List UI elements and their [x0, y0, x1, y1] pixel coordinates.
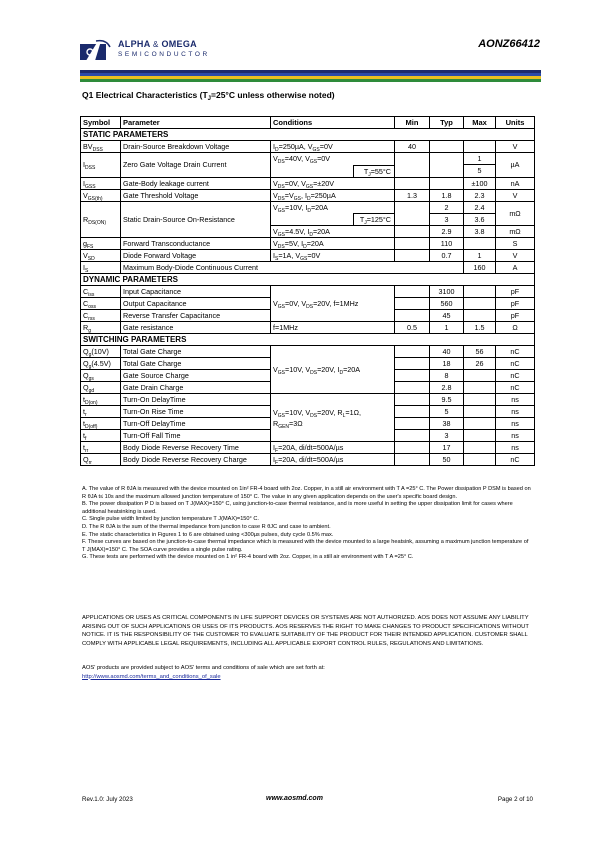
- max-cell: 1: [464, 153, 496, 165]
- symbol-cell: $Q_{gs}$: [81, 370, 121, 382]
- min-cell: [395, 298, 430, 310]
- unit-cell: µA: [496, 153, 535, 178]
- min-cell: [395, 286, 430, 298]
- parameter-cell: Input Capacitance: [121, 286, 271, 298]
- symbol-cell: $I_S$: [81, 262, 121, 274]
- section-row: [81, 334, 535, 346]
- symbol-cell: $Q_g(4.5V)$: [81, 358, 121, 370]
- unit-cell: nA: [496, 177, 535, 189]
- condition-cell: $I_S=1A$, $V_{GS}=0V$: [271, 250, 395, 262]
- symbol-cell: $R_g$: [81, 322, 121, 334]
- footnote-b: B. The power dissipation P D is based on T J(MAX)=150° C, using junction-to-case thermal resistance, and is more useful in setting the upper dissipation limit for cases where additional heatsinking is used.: [82, 501, 513, 515]
- min-cell: [395, 442, 430, 454]
- unit-cell: pF: [496, 286, 535, 298]
- max-cell: 1: [464, 250, 496, 262]
- condition-cell: $V_{DS}=5V$, $I_D=20A$: [271, 238, 395, 250]
- unit-cell: ns: [496, 406, 535, 418]
- unit-cell: nC: [496, 454, 535, 466]
- footnote-f: F. These curves are based on the junction-to-case thermal impedance which is measured with the device mounted to a large heatsink, assuming a maximum junction temperature of T J(MAX)=150° C. The SOA curve provides a single pulse rating.: [82, 539, 529, 553]
- revision-label: Rev.1.0: July 2023: [82, 796, 133, 803]
- unit-cell: V: [496, 250, 535, 262]
- table-row: [81, 286, 535, 298]
- header-cell: Units: [496, 117, 535, 129]
- typ-cell: 3100: [430, 286, 464, 298]
- max-cell: 56: [464, 346, 496, 358]
- condition-cell: $T_J=125^\circ C$: [271, 213, 395, 226]
- min-cell: [395, 418, 430, 430]
- min-cell: [395, 430, 430, 442]
- table-row: [81, 442, 535, 454]
- parameter-cell: Drain-Source Breakdown Voltage: [121, 141, 271, 153]
- condition-cell: $V_{DS}=40V$, $V_{GS}=0V$: [271, 153, 395, 165]
- max-cell: [464, 454, 496, 466]
- symbol-cell: $C_{iss}$: [81, 286, 121, 298]
- symbol-cell: $Q_{gd}$: [81, 382, 121, 394]
- unit-cell: nC: [496, 370, 535, 382]
- footnote-a: A. The value of R θJA is measured with the device mounted on 1in² FR-4 board with 2oz. Copper, in a still air environment with T A =25° C. The Power dissipation P DSM is based on R θJA t≤ 10s and the maximum allowed junction temperature of 150° C. The value in any given application depends on the user's specific board design.: [82, 486, 531, 500]
- max-cell: 26: [464, 358, 496, 370]
- min-cell: [395, 454, 430, 466]
- min-cell: 40: [395, 141, 430, 153]
- symbol-cell: $V_{SD}$: [81, 250, 121, 262]
- typ-cell: 110: [430, 238, 464, 250]
- max-cell: 160: [464, 262, 496, 274]
- parameter-cell: Gate-Body leakage current: [121, 177, 271, 189]
- typ-cell: 3: [430, 213, 464, 226]
- parameter-cell: Gate resistance: [121, 322, 271, 334]
- brand-subtitle: SEMICONDUCTOR: [118, 51, 210, 58]
- parameter-cell: Gate Drain Charge: [121, 382, 271, 394]
- typ-cell: 3: [430, 430, 464, 442]
- company-logo: [80, 37, 220, 67]
- terms-link[interactable]: http://www.aosmd.com/terms_and_conditions_of_sale: [82, 673, 221, 680]
- min-cell: [395, 238, 430, 250]
- min-cell: [395, 358, 430, 370]
- min-cell: 1.3: [395, 189, 430, 201]
- typ-cell: 17: [430, 442, 464, 454]
- max-cell: ±100: [464, 177, 496, 189]
- unit-cell: S: [496, 238, 535, 250]
- min-cell: [395, 153, 430, 178]
- parameter-cell: Total Gate Charge: [121, 358, 271, 370]
- max-cell: [464, 310, 496, 322]
- symbol-cell: $I_{GSS}$: [81, 177, 121, 189]
- condition-cell: $V_{GS}=4.5V$, $I_D=20A$: [271, 226, 395, 238]
- unit-cell: pF: [496, 310, 535, 322]
- website-label: www.aosmd.com: [266, 795, 323, 802]
- table-row: [81, 250, 535, 262]
- condition-cell: $I_F=20A$, di/dt=500A/µs: [271, 442, 395, 454]
- legal-disclaimer: APPLICATIONS OR USES AS CRITICAL COMPONENTS IN LIFE SUPPORT DEVICES OR SYSTEMS ARE NOT AUTHORIZED. AOS DOES NOT ASSUME ANY LIABILITY ARISING OUT OF SUCH APPLICATIONS OR USES OF ITS PRODUCTS. AOS RESERVES THE RIGHT TO MAKE CHANGES TO PRODUCT SPECIFICATIONS WITHOUT NOTICE. IT IS THE RESPONSIBILITY OF THE CUSTOMER TO EVALUATE SUITABILITY OF THE PRODUCT FOR THEIR INTENDED APPLICATION. CUSTOMER SHALL COMPLY WITH APPLICABLE LEGAL REQUIREMENTS, INCLUDING ALL APPLICABLE EXPORT CONTROL RULES, REGULATIONS AND LIMITATIONS.: [82, 615, 529, 647]
- table-row: [81, 394, 535, 406]
- max-cell: [464, 382, 496, 394]
- condition-cell: $V_{DS}=0V$, $V_{GS}=\pm 20V$: [271, 177, 395, 189]
- parameter-cell: Forward Transconductance: [121, 238, 271, 250]
- electrical-characteristics-table: [80, 116, 535, 466]
- unit-cell: ns: [496, 394, 535, 406]
- min-cell: [395, 382, 430, 394]
- header-cell: Min: [395, 117, 430, 129]
- symbol-cell: $g_{FS}$: [81, 238, 121, 250]
- table-row: [81, 346, 535, 358]
- unit-cell: mΩ: [496, 226, 535, 238]
- parameter-cell: Body Diode Reverse Recovery Charge: [121, 454, 271, 466]
- max-cell: [464, 286, 496, 298]
- table-row: [81, 454, 535, 466]
- header-cell: Parameter: [121, 117, 271, 129]
- header-stripes: [80, 70, 541, 82]
- min-cell: [395, 310, 430, 322]
- condition-cell: $V_{GS}=10V$, $V_{DS}=20V$, $I_D=20A$: [271, 346, 395, 394]
- header-cell: Symbol: [81, 117, 121, 129]
- condition-cell: $I_F=20A$, di/dt=500A/µs: [271, 454, 395, 466]
- min-cell: [395, 177, 430, 189]
- max-cell: 1.5: [464, 322, 496, 334]
- parameter-cell: Diode Forward Voltage: [121, 250, 271, 262]
- symbol-cell: $Q_g(10V)$: [81, 346, 121, 358]
- typ-cell: [430, 141, 464, 153]
- parameter-cell: Turn-On DelayTime: [121, 394, 271, 406]
- symbol-cell: $t_{D(on)}$: [81, 394, 121, 406]
- max-cell: 3.8: [464, 226, 496, 238]
- unit-cell: nC: [496, 358, 535, 370]
- symbol-cell: $R_{DS(ON)}$: [81, 201, 121, 238]
- symbol-cell: $Q_{rr}$: [81, 454, 121, 466]
- parameter-cell: Output Capacitance: [121, 298, 271, 310]
- typ-cell: 1: [430, 322, 464, 334]
- max-cell: [464, 394, 496, 406]
- unit-cell: V: [496, 141, 535, 153]
- table-row: [81, 153, 535, 165]
- header-cell: Conditions: [271, 117, 395, 129]
- footnotes: [82, 486, 532, 562]
- footnote-c: C. Single pulse width limited by junction temperature T J(MAX)=150° C.: [82, 516, 259, 523]
- typ-cell: 45: [430, 310, 464, 322]
- max-cell: [464, 298, 496, 310]
- symbol-cell: $C_{oss}$: [81, 298, 121, 310]
- typ-cell: 40: [430, 346, 464, 358]
- unit-cell: Ω: [496, 322, 535, 334]
- condition-cell: $V_{GS}=0V$, $V_{DS}=20V$, f=1MHz: [271, 286, 395, 322]
- section-title: Q1 Electrical Characteristics ($T_J=25^\circ C$ unless otherwise noted): [82, 90, 335, 102]
- typ-cell: 560: [430, 298, 464, 310]
- max-cell: [464, 430, 496, 442]
- parameter-cell: Static Drain-Source On-Resistance: [121, 201, 271, 238]
- section-label: STATIC PARAMETERS: [81, 129, 535, 141]
- unit-cell: nC: [496, 382, 535, 394]
- min-cell: [395, 201, 430, 226]
- unit-cell: mΩ: [496, 201, 535, 226]
- min-cell: [395, 346, 430, 358]
- symbol-cell: $t_r$: [81, 406, 121, 418]
- min-cell: [395, 370, 430, 382]
- parameter-cell: Body Diode Reverse Recovery Time: [121, 442, 271, 454]
- unit-cell: ns: [496, 430, 535, 442]
- max-cell: [464, 442, 496, 454]
- typ-cell: [430, 153, 464, 178]
- condition-cell: f=1MHz: [271, 322, 395, 334]
- footnote-d: D. The R θJA is the sum of the thermal impedance from junction to case R θJC and case to ambient.: [82, 523, 331, 530]
- typ-cell: 18: [430, 358, 464, 370]
- section-label: DYNAMIC PARAMETERS: [81, 274, 535, 286]
- terms-text: AOS' products are provided subject to AOS' terms and conditions of sale which are set forth at:: [82, 665, 325, 671]
- page-number: Page 2 of 10: [497, 796, 533, 803]
- section-row: [81, 274, 535, 286]
- max-cell: [464, 418, 496, 430]
- max-cell: [464, 406, 496, 418]
- table-row: [81, 141, 535, 153]
- symbol-cell: $t_f$: [81, 430, 121, 442]
- unit-cell: pF: [496, 298, 535, 310]
- table-row: [81, 177, 535, 189]
- table-row: [81, 322, 535, 334]
- parameter-cell: Turn-Off Fall Time: [121, 430, 271, 442]
- table-header-row: [81, 117, 535, 129]
- unit-cell: A: [496, 262, 535, 274]
- footnote-e: E. The static characteristics in Figures 1 to 6 are obtained using <300µs pulses, duty cycle 0.5% max.: [82, 531, 334, 538]
- min-cell: [395, 406, 430, 418]
- min-cell: [395, 226, 430, 238]
- typ-cell: 2.8: [430, 382, 464, 394]
- typ-cell: 0.7: [430, 250, 464, 262]
- table-row: [81, 189, 535, 201]
- typ-cell: 9.5: [430, 394, 464, 406]
- typ-cell: 2: [430, 201, 464, 213]
- max-cell: [464, 238, 496, 250]
- typ-cell: 8: [430, 370, 464, 382]
- condition-cell: $I_D=250\mu A$, $V_{GS}=0V$: [271, 141, 395, 153]
- header-cell: Max: [464, 117, 496, 129]
- table-row: [81, 262, 535, 274]
- footnote-g: G. These tests are performed with the device mounted on 1 in² FR-4 board with 2oz. Copper, in a still air environment with T A =25° C.: [82, 554, 414, 561]
- typ-cell: [430, 177, 464, 189]
- condition-cell: $V_{DS}=V_{GS}$, $I_D=250\mu A$: [271, 189, 395, 201]
- symbol-cell: $t_{D(off)}$: [81, 418, 121, 430]
- section-row: [81, 129, 535, 141]
- brand-name: ALPHA & OMEGA: [118, 39, 197, 49]
- typ-cell: 5: [430, 406, 464, 418]
- condition-cell: $V_{GS}=10V$, $V_{DS}=20V$, $R_L=1\Omega$, $R_{GEN}=3\Omega$: [271, 394, 395, 442]
- unit-cell: V: [496, 189, 535, 201]
- max-cell: 5: [464, 165, 496, 178]
- max-cell: 2.3: [464, 189, 496, 201]
- unit-cell: ns: [496, 418, 535, 430]
- parameter-cell: Gate Source Charge: [121, 370, 271, 382]
- unit-cell: nC: [496, 346, 535, 358]
- typ-cell: 50: [430, 454, 464, 466]
- parameter-cell: Zero Gate Voltage Drain Current: [121, 153, 271, 178]
- parameter-cell: Total Gate Charge: [121, 346, 271, 358]
- typ-cell: 38: [430, 418, 464, 430]
- symbol-cell: $BV_{DSS}$: [81, 141, 121, 153]
- alpha-omega-logo-icon: [80, 37, 114, 67]
- condition-cell: $T_J=55^\circ C$: [271, 165, 395, 178]
- min-cell: 0.5: [395, 322, 430, 334]
- parameter-cell: Turn-Off DelayTime: [121, 418, 271, 430]
- parameter-cell: Maximum Body-Diode Continuous Current: [121, 262, 464, 274]
- symbol-cell: $C_{rss}$: [81, 310, 121, 322]
- max-cell: [464, 141, 496, 153]
- max-cell: 3.6: [464, 213, 496, 226]
- min-cell: [395, 394, 430, 406]
- parameter-cell: Reverse Transfer Capacitance: [121, 310, 271, 322]
- table-row: [81, 238, 535, 250]
- typ-cell: 2.9: [430, 226, 464, 238]
- symbol-cell: $V_{GS(th)}$: [81, 189, 121, 201]
- condition-cell: $V_{GS}=10V$, $I_D=20A$: [271, 201, 395, 213]
- max-cell: 2.4: [464, 201, 496, 213]
- typ-cell: 1.8: [430, 189, 464, 201]
- symbol-cell: $t_{rr}$: [81, 442, 121, 454]
- header-cell: Typ: [430, 117, 464, 129]
- section-label: SWITCHING PARAMETERS: [81, 334, 535, 346]
- parameter-cell: Gate Threshold Voltage: [121, 189, 271, 201]
- parameter-cell: Turn-On Rise Time: [121, 406, 271, 418]
- min-cell: [395, 250, 430, 262]
- part-number: AONZ66412: [478, 38, 540, 50]
- unit-cell: ns: [496, 442, 535, 454]
- terms-section: [82, 664, 534, 681]
- table-row: [81, 201, 535, 213]
- symbol-cell: $I_{DSS}$: [81, 153, 121, 178]
- max-cell: [464, 370, 496, 382]
